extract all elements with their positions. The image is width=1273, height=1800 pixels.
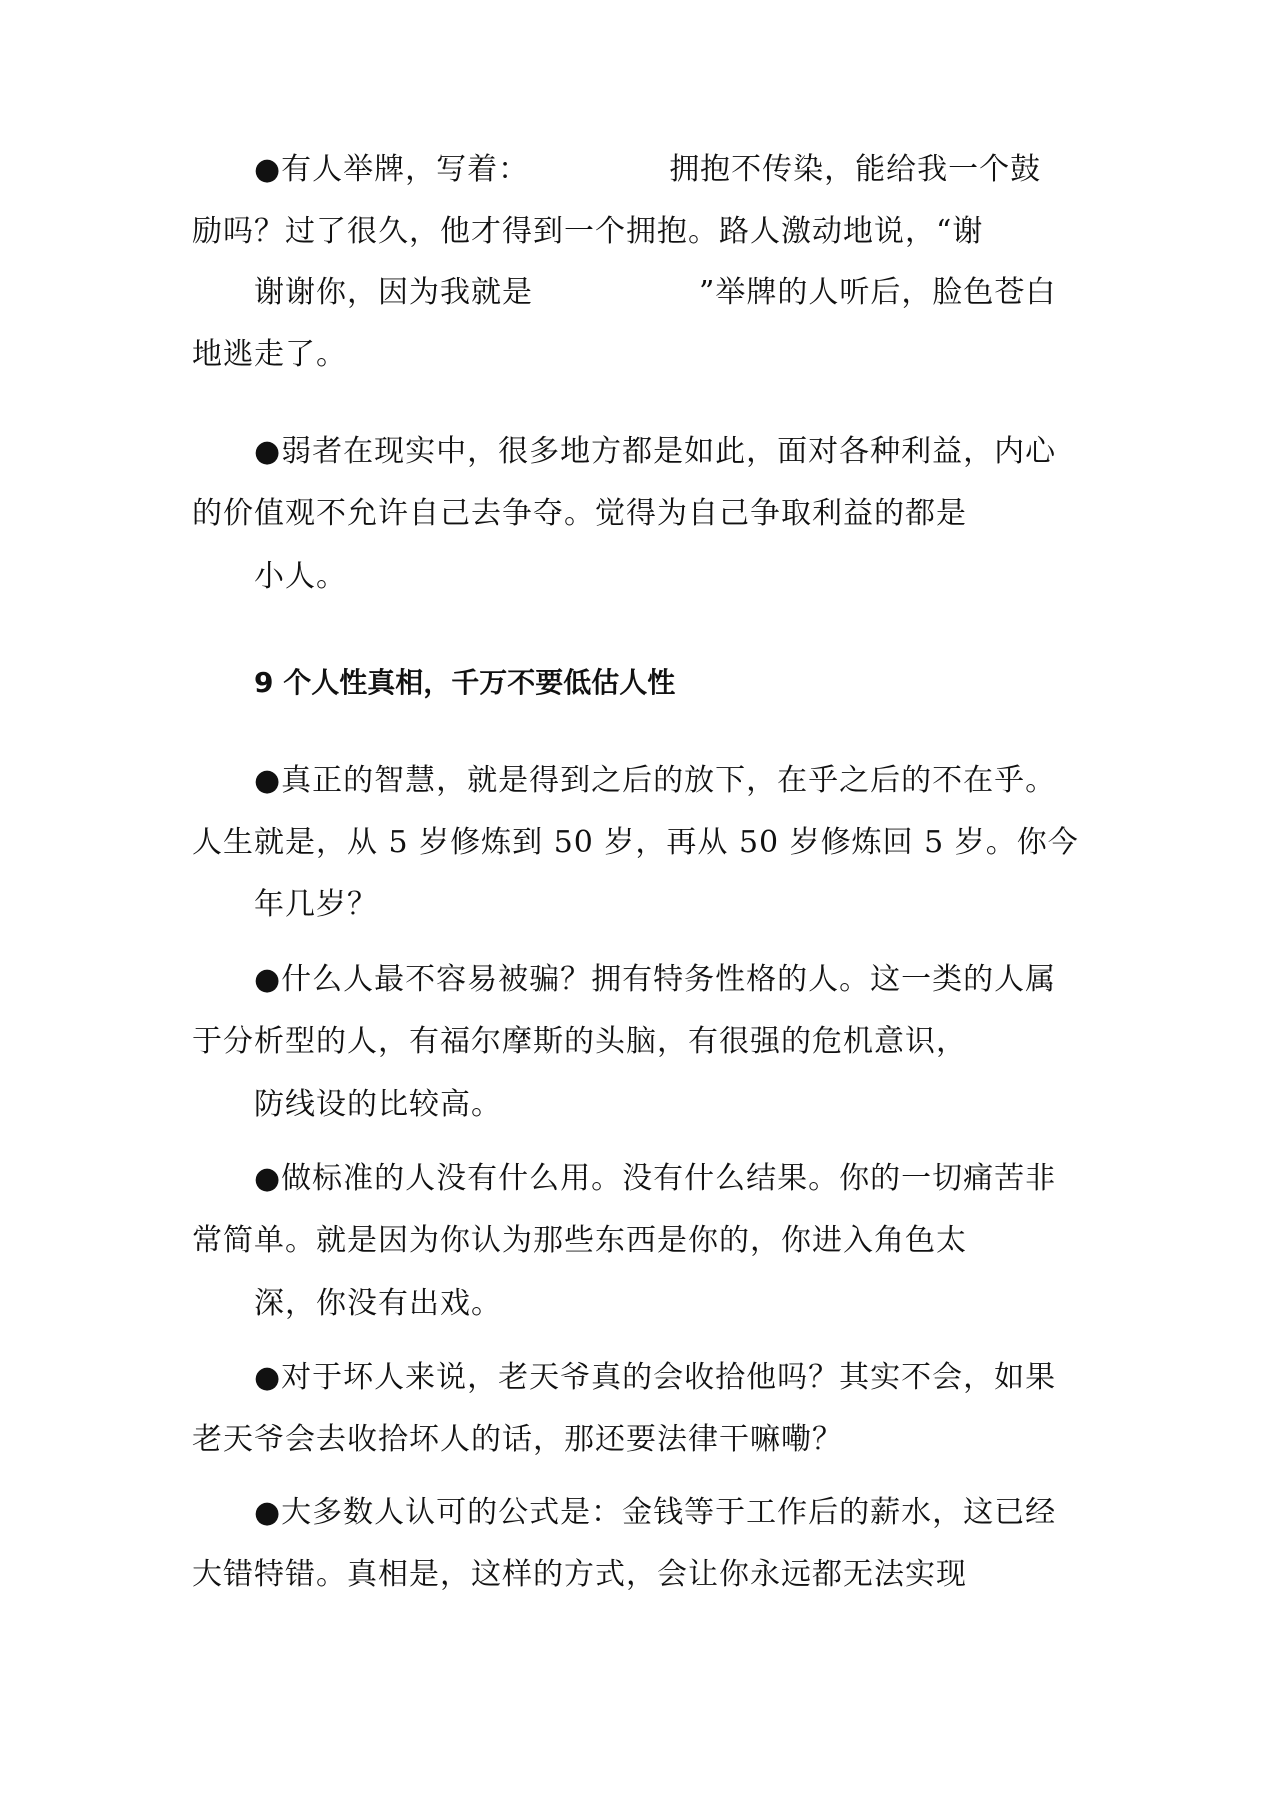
text-line: 深，你没有出戏。 [254, 1286, 502, 1321]
text-line: 于分析型的人，有福尔摩斯的头脑，有很强的危机意识， [192, 1024, 967, 1059]
text-line: 防线设的比较高。 [254, 1087, 502, 1122]
text-line: 小人。 [254, 559, 347, 594]
section-heading: 9 个人性真相，千万不要低估人性 [254, 666, 676, 699]
text-line: 的价值观不允许自己去争夺。觉得为自己争取利益的都是 [192, 496, 967, 531]
text-line: 励吗？过了很久，他才得到一个拥抱。路人激动地说，“谢 [192, 214, 984, 249]
text-line: 老天爷会去收拾坏人的话，那还要法律干嘛嘞？ [192, 1422, 843, 1457]
text-line: 人生就是，从 5 岁修炼到 50 岁，再从 50 岁修炼回 5 岁。你今 [192, 825, 1079, 860]
text-line: ●什么人最不容易被骗？拥有特务性格的人。这一类的人属 [254, 962, 1057, 997]
text-segment: 谢谢你，因为我就是 [254, 275, 533, 310]
text-segment: 拥抱不传染，能给我一个鼓 [669, 152, 1042, 187]
text-line [254, 150, 1041, 190]
text-line [254, 273, 1056, 313]
text-line: ●做标准的人没有什么用。没有什么结果。你的一切痛苦非 [254, 1161, 1057, 1196]
text-line: 地逃走了。 [192, 337, 347, 372]
text-line: 大错特错。真相是，这样的方式，会让你永远都无法实现 [192, 1557, 967, 1592]
text-segment: ”举牌的人听后，脸色苍白 [699, 275, 1057, 310]
text-line: ●对于坏人来说，老天爷真的会收拾他吗？其实不会，如果 [254, 1360, 1057, 1395]
text-line: ●弱者在现实中，很多地方都是如此，面对各种利益，内心 [254, 434, 1057, 469]
text-line: ●真正的智慧，就是得到之后的放下，在乎之后的不在乎。 [254, 763, 1057, 798]
text-line: ●大多数人认可的公式是：金钱等于工作后的薪水，这已经 [254, 1495, 1057, 1530]
text-segment: ●有人举牌，写着： [254, 152, 530, 187]
text-line: 年几岁？ [254, 887, 378, 922]
text-line: 常简单。就是因为你认为那些东西是你的，你进入角色太 [192, 1223, 967, 1258]
